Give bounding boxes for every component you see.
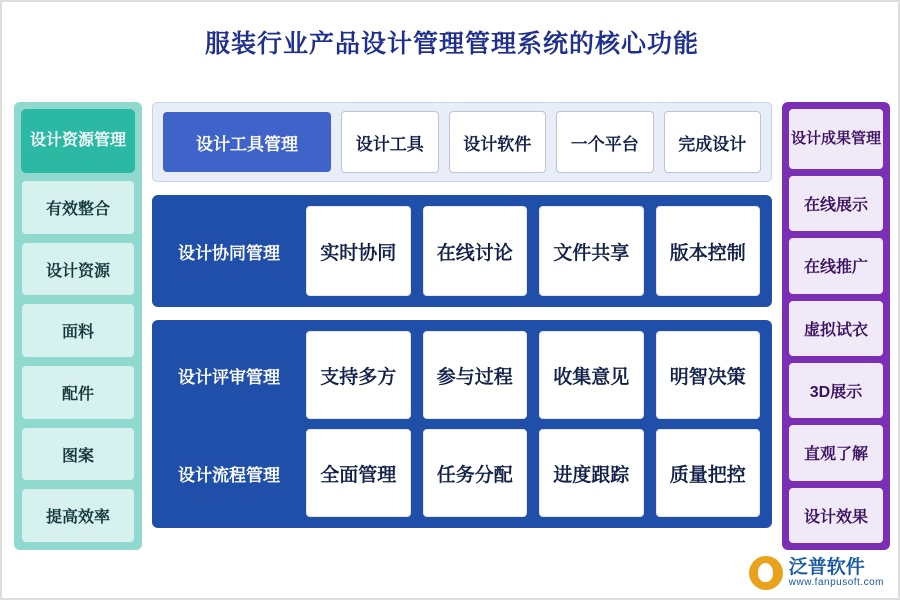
design-collaboration-band [152, 195, 772, 307]
list-item: 在线展示 [789, 176, 883, 231]
design-outcome-panel [782, 102, 890, 550]
list-item: 质量把控 [656, 429, 761, 517]
design-process-header: 设计流程管理 [178, 465, 280, 485]
brand-logo [749, 556, 884, 590]
list-item: 在线讨论 [423, 206, 528, 296]
list-item: 直观了解 [789, 425, 883, 480]
list-item: 一个平台 [556, 111, 654, 173]
flame-icon [749, 556, 783, 590]
list-item: 文件共享 [539, 206, 644, 296]
list-item: 版本控制 [656, 206, 761, 296]
list-item: 参与过程 [423, 331, 528, 419]
list-item: 有效整合 [21, 180, 135, 235]
design-review-process-band [152, 320, 772, 528]
list-item: 明智决策 [656, 331, 761, 419]
list-item: 任务分配 [423, 429, 528, 517]
design-collaboration-header: 设计协同管理 [178, 243, 280, 263]
list-item: 设计资源 [21, 242, 135, 297]
list-item: 设计效果 [789, 488, 883, 543]
list-item: 图案 [21, 427, 135, 482]
brand-text [789, 558, 884, 588]
list-item: 设计软件 [449, 111, 547, 173]
list-item: 提高效率 [21, 488, 135, 543]
design-tool-header: 设计工具管理 [163, 112, 331, 172]
list-item: 虚拟试衣 [789, 301, 883, 356]
list-item: 实时协同 [306, 206, 411, 296]
list-item: 全面管理 [306, 429, 411, 517]
list-item: 支持多方 [306, 331, 411, 419]
list-item: 在线推广 [789, 238, 883, 293]
list-item: 3D展示 [789, 363, 883, 418]
list-item: 进度跟踪 [539, 429, 644, 517]
list-item: 配件 [21, 365, 135, 420]
design-outcome-header: 设计成果管理 [789, 109, 883, 169]
brand-url: www.fanpusoft.com [788, 576, 884, 588]
design-resource-header: 设计资源管理 [21, 109, 135, 173]
brand-name-cn: 泛普软件 [788, 556, 865, 578]
page-title: 服装行业产品设计管理管理系统的核心功能 [204, 30, 699, 58]
design-resource-panel [14, 102, 142, 550]
list-item: 设计工具 [341, 111, 439, 173]
list-item: 完成设计 [664, 111, 762, 173]
design-review-header: 设计评审管理 [178, 367, 280, 387]
center-section [152, 102, 772, 528]
design-process-row [164, 430, 760, 516]
design-review-row [164, 332, 760, 418]
list-item: 面料 [21, 303, 135, 358]
list-item: 收集意见 [539, 331, 644, 419]
design-tool-band [152, 102, 772, 182]
